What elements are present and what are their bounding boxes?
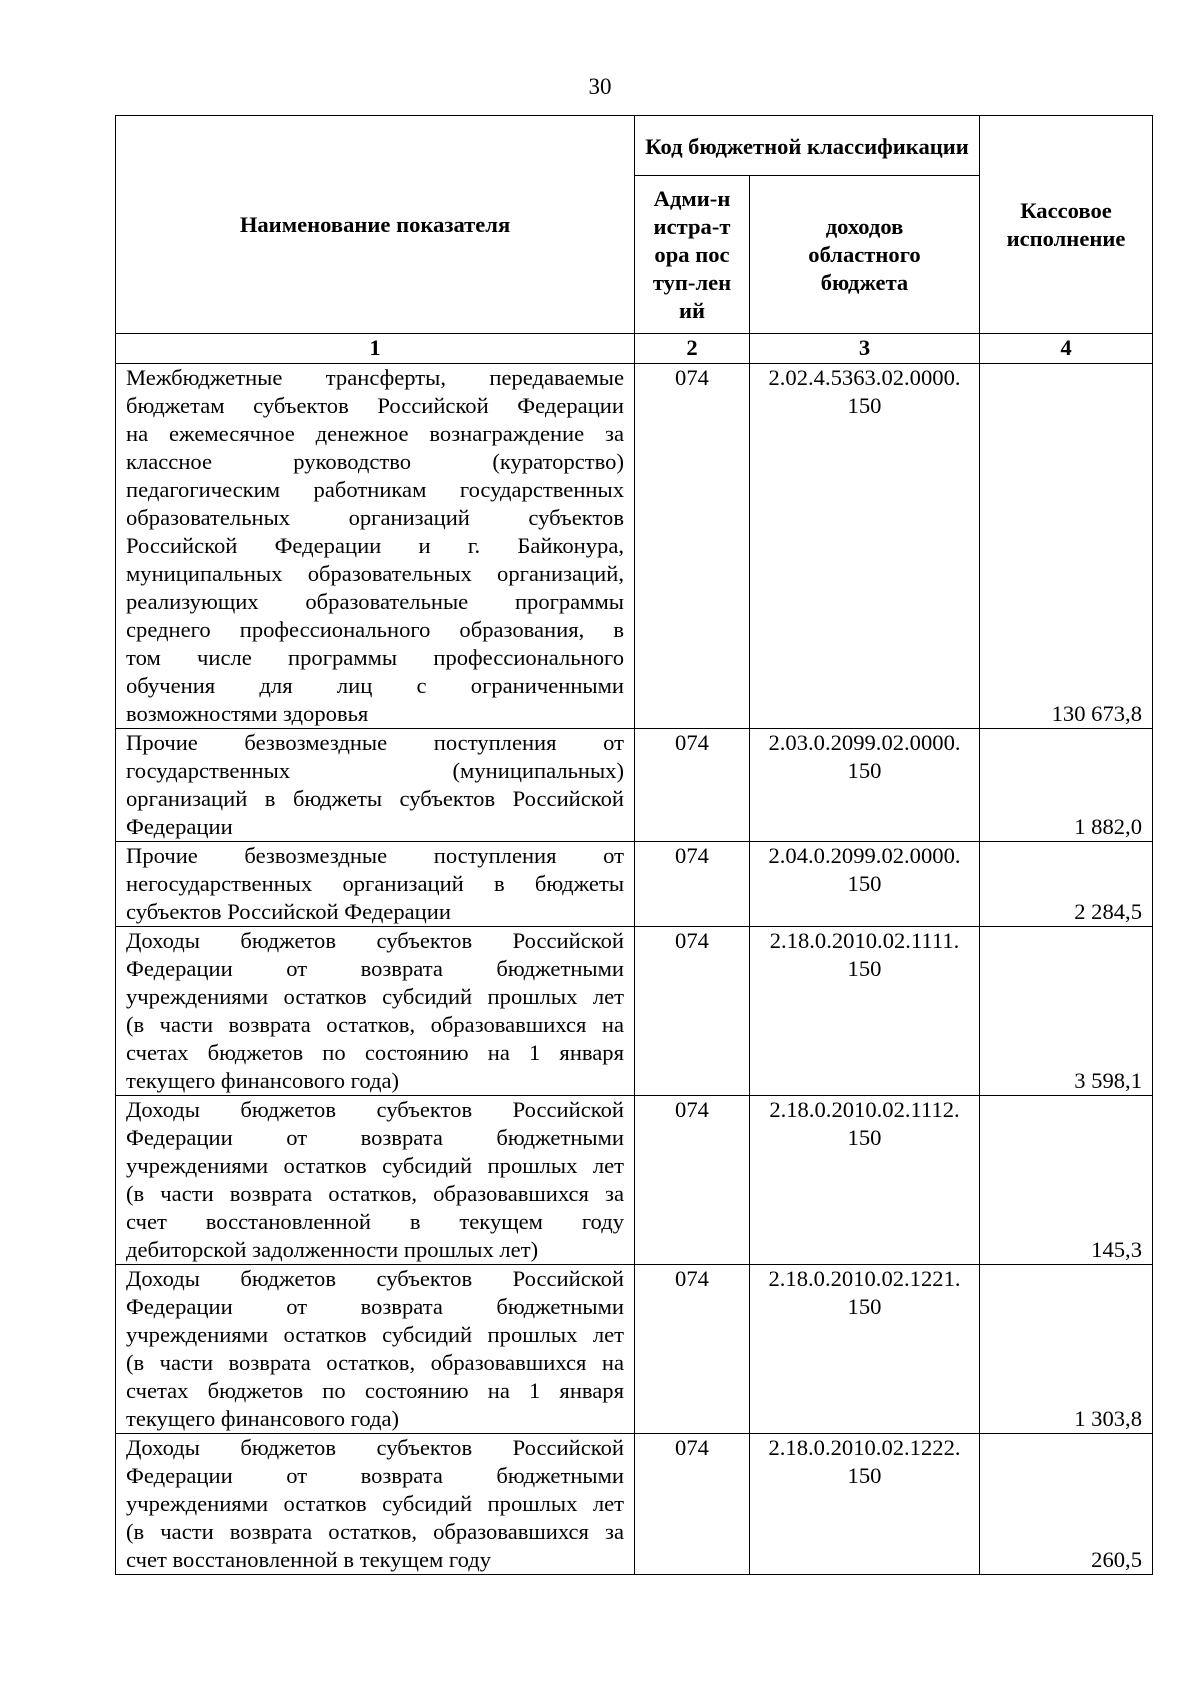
- column-number-4: 4: [980, 334, 1153, 364]
- indicator-name-line: Прочие безвозмездные поступления от: [126, 730, 624, 755]
- indicator-name-line: (в части возврата остатков, образовавшихся на: [126, 1012, 624, 1037]
- column-number-2: 2: [635, 334, 750, 364]
- income-code-line: 150: [847, 956, 882, 981]
- indicator-name-line: государственных (муниципальных): [126, 758, 624, 783]
- cash-execution-amount: 1 303,8: [980, 1265, 1153, 1434]
- column-number-3: 3: [750, 334, 980, 364]
- income-code: [750, 1434, 980, 1575]
- indicator-name-line: среднего профессионального образования, в: [126, 617, 624, 642]
- cash-execution-amount: 2 284,5: [980, 842, 1153, 927]
- indicator-name: [116, 1096, 635, 1265]
- income-code-line: 150: [847, 1294, 882, 1319]
- header-admin-label: Адми-нистра-тора поступ-лений: [652, 185, 732, 323]
- indicator-name-line: (в части возврата остатков, образовавшихся за: [126, 1519, 624, 1544]
- indicator-name-line: обучения для лиц с ограниченными: [126, 673, 624, 698]
- indicator-name: [116, 842, 635, 927]
- cash-execution-amount: 260,5: [980, 1434, 1153, 1575]
- indicator-name-line: педагогическим работникам государственных: [126, 477, 624, 502]
- admin-code: 074: [635, 1265, 750, 1434]
- cash-execution-amount: 145,3: [980, 1096, 1153, 1265]
- income-code: [750, 842, 980, 927]
- indicator-name-line: реализующих образовательные программы: [126, 589, 624, 614]
- indicator-name-line: Межбюджетные трансферты, передаваемые: [126, 365, 624, 390]
- table-row: [116, 927, 1153, 1096]
- income-code: [750, 927, 980, 1096]
- header-budget-code-label: Код бюджетной классификации: [645, 134, 969, 159]
- table-body: [116, 364, 1153, 1575]
- indicator-name-line: муниципальных образовательных организаций,: [126, 561, 624, 586]
- admin-code: 074: [635, 1096, 750, 1265]
- budget-revenue-table: [115, 115, 1153, 1575]
- cash-execution-amount: 1 882,0: [980, 729, 1153, 842]
- header-income-code: [750, 176, 980, 334]
- indicator-name-line: учреждениями остатков субсидий прошлых лет: [126, 1153, 624, 1178]
- indicator-name: [116, 1434, 635, 1575]
- indicator-name-line: счет восстановленной в текущем году: [126, 1547, 492, 1572]
- indicator-name-line: Федерации: [126, 814, 233, 839]
- indicator-name-line: учреждениями остатков субсидий прошлых лет: [126, 1491, 624, 1516]
- cash-execution-amount: 130 673,8: [980, 364, 1153, 729]
- indicator-name-line: (в части возврата остатков, образовавшихся на: [126, 1350, 624, 1375]
- table-row: [116, 1096, 1153, 1265]
- header-income-code-label: доходов областного бюджета: [808, 213, 921, 295]
- indicator-name-line: текущего финансового года): [126, 1406, 400, 1431]
- indicator-name-line: на ежемесячное денежное вознаграждение за: [126, 421, 624, 446]
- income-code: [750, 364, 980, 729]
- indicator-name-line: субъектов Российской Федерации: [126, 899, 451, 924]
- income-code: [750, 1265, 980, 1434]
- income-code-line: 2.18.0.2010.02.1111.: [769, 928, 960, 953]
- column-number-1: 1: [116, 334, 635, 364]
- income-code-line: 2.18.0.2010.02.1221.: [768, 1266, 961, 1291]
- table-row: [116, 729, 1153, 842]
- income-code-line: 2.02.4.5363.02.0000.: [768, 365, 961, 390]
- income-code-line: 150: [847, 758, 882, 783]
- indicator-name-line: негосударственных организаций в бюджеты: [126, 871, 624, 896]
- table-row: [116, 1265, 1153, 1434]
- indicator-name-line: Доходы бюджетов субъектов Российской: [126, 1097, 624, 1122]
- table-row: [116, 842, 1153, 927]
- header-budget-code-group: [635, 116, 980, 176]
- income-code-line: 150: [847, 393, 882, 418]
- page-number: 30: [588, 74, 612, 99]
- indicator-name-line: организаций в бюджеты субъектов Российской: [126, 786, 624, 811]
- income-code-line: 2.18.0.2010.02.1112.: [769, 1097, 960, 1122]
- indicator-name: [116, 729, 635, 842]
- table-row: [116, 1434, 1153, 1575]
- indicator-name-line: Доходы бюджетов субъектов Российской: [126, 928, 624, 953]
- indicator-name-line: счет восстановленной в текущем году: [126, 1209, 624, 1234]
- header-admin: [635, 176, 750, 334]
- income-code: [750, 729, 980, 842]
- income-code-line: 150: [847, 1125, 882, 1150]
- admin-code: 074: [635, 729, 750, 842]
- indicator-name-line: текущего финансового года): [126, 1068, 400, 1093]
- indicator-name-line: Прочие безвозмездные поступления от: [126, 843, 624, 868]
- indicator-name-line: Доходы бюджетов субъектов Российской: [126, 1266, 624, 1291]
- indicator-name-line: Федерации от возврата бюджетными: [126, 1125, 624, 1150]
- indicator-name-line: (в части возврата остатков, образовавшихся за: [126, 1181, 624, 1206]
- cash-execution-amount: 3 598,1: [980, 927, 1153, 1096]
- income-code-line: 2.18.0.2010.02.1222.: [768, 1435, 961, 1460]
- indicator-name-line: бюджетам субъектов Российской Федерации: [126, 393, 624, 418]
- indicator-name: [116, 1265, 635, 1434]
- table-row: [116, 364, 1153, 729]
- indicator-name-line: возможностями здоровья: [126, 701, 369, 726]
- indicator-name: [116, 364, 635, 729]
- income-code-line: 2.04.0.2099.02.0000.: [768, 843, 961, 868]
- indicator-name-line: классное руководство (кураторство): [126, 449, 624, 474]
- indicator-name-line: образовательных организаций субъектов: [126, 505, 624, 530]
- indicator-name-line: дебиторской задолженности прошлых лет): [126, 1237, 539, 1262]
- indicator-name-line: учреждениями остатков субсидий прошлых лет: [126, 984, 624, 1009]
- income-code: [750, 1096, 980, 1265]
- admin-code: 074: [635, 1434, 750, 1575]
- indicator-name-line: Федерации от возврата бюджетными: [126, 1294, 624, 1319]
- admin-code: 074: [635, 927, 750, 1096]
- header-cash-execution: [980, 116, 1153, 334]
- income-code-line: 150: [847, 871, 882, 896]
- header-indicator-name: Наименование показателя: [116, 116, 635, 334]
- indicator-name-line: учреждениями остатков субсидий прошлых лет: [126, 1322, 624, 1347]
- indicator-name-line: Доходы бюджетов субъектов Российской: [126, 1435, 624, 1460]
- income-code-line: 150: [847, 1463, 882, 1488]
- indicator-name: [116, 927, 635, 1096]
- indicator-name-line: Федерации от возврата бюджетными: [126, 956, 624, 981]
- indicator-name-line: Российской Федерации и г. Байконура,: [126, 533, 624, 558]
- header-cash-execution-label: Кассовое исполнение: [1006, 197, 1126, 251]
- admin-code: 074: [635, 842, 750, 927]
- income-code-line: 2.03.0.2099.02.0000.: [768, 730, 961, 755]
- indicator-name-line: том числе программы профессионального: [126, 645, 624, 670]
- indicator-name-line: Федерации от возврата бюджетными: [126, 1463, 624, 1488]
- indicator-name-line: счетах бюджетов по состоянию на 1 января: [126, 1378, 624, 1403]
- admin-code: 074: [635, 364, 750, 729]
- indicator-name-line: счетах бюджетов по состоянию на 1 января: [126, 1040, 624, 1065]
